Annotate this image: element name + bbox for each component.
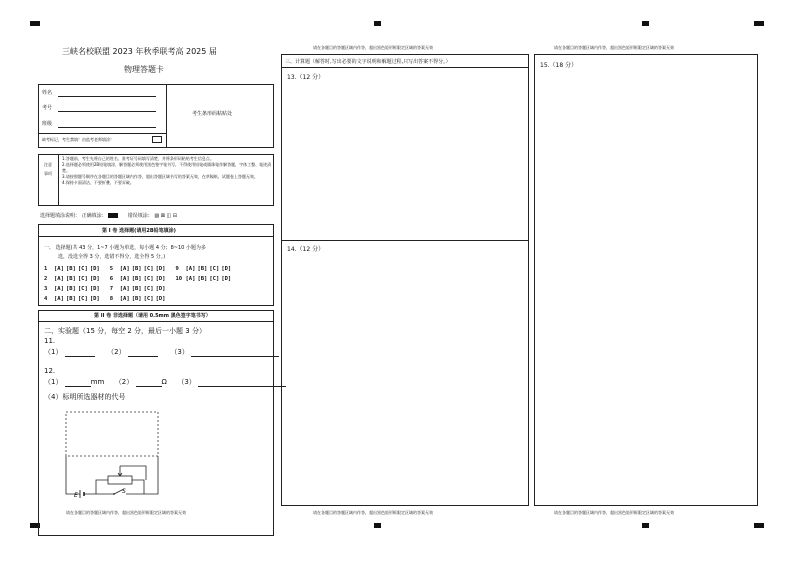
note-item: 4.保持卡面清洁，不要折叠、不要弄破。 <box>62 180 134 185</box>
q11-answer-2[interactable] <box>128 350 158 357</box>
wrong-fill-samples: ▨ ⊠ ◫ ⊟ <box>154 213 177 219</box>
blank-label: （1） <box>44 378 63 386</box>
question-14-answer-area[interactable] <box>287 252 523 502</box>
option-b[interactable]: [B] <box>131 286 142 292</box>
barcode-area: 考生条形码粘贴处 <box>192 111 233 117</box>
option-d[interactable]: [D] <box>155 266 166 272</box>
option-a[interactable]: [A] <box>119 286 130 292</box>
notes-divider <box>58 154 59 206</box>
class-field[interactable] <box>58 127 156 128</box>
question-number: 5 <box>109 266 114 272</box>
option-b[interactable]: [B] <box>197 266 208 272</box>
question-11-label: 11. <box>44 337 56 345</box>
name-field[interactable] <box>58 96 156 97</box>
option-a[interactable]: [A] <box>119 296 130 302</box>
option-b[interactable]: [B] <box>65 286 76 292</box>
info-divider <box>166 84 167 148</box>
option-b[interactable]: [B] <box>65 266 76 272</box>
column-2 <box>281 40 529 520</box>
blank-label: （1） <box>44 348 63 356</box>
choice-instruction-2: 选，没选全得 3 分，选错不得分，选全得 5 分。) <box>58 254 166 260</box>
option-c[interactable]: [C] <box>77 276 88 282</box>
column-3 <box>534 40 758 520</box>
question-12-4-label: （4）标明所选器材的代号 <box>44 393 126 401</box>
option-a[interactable]: [A] <box>54 276 64 282</box>
registration-mark <box>754 21 764 26</box>
question-14-label: 14.（12 分） <box>287 246 325 253</box>
part2-heading-divider <box>38 321 274 322</box>
question-13-label: 13.（12 分） <box>287 74 325 81</box>
option-d[interactable]: [D] <box>89 276 100 282</box>
calc-heading-divider <box>281 67 529 68</box>
option-c[interactable]: [C] <box>143 266 154 272</box>
answer-row <box>44 294 241 304</box>
option-d[interactable]: [D] <box>221 276 232 282</box>
option-b[interactable]: [B] <box>131 266 142 272</box>
warning-header: 请在各题目的答题区域内作答，超出黑色矩形框限定区域的答案无效 <box>554 45 674 50</box>
class-label: 班级 <box>42 121 53 127</box>
correct-fill-sample <box>108 213 118 218</box>
question-number: 4 <box>44 296 48 302</box>
blank-label: （2） <box>114 378 134 386</box>
option-c[interactable]: [C] <box>209 266 220 272</box>
option-c[interactable]: [C] <box>77 286 88 292</box>
option-b[interactable]: [B] <box>197 276 208 282</box>
option-b[interactable]: [B] <box>65 296 76 302</box>
answer-row <box>44 284 241 294</box>
registration-mark <box>642 523 649 528</box>
q11-answer-1[interactable] <box>65 350 95 357</box>
warning-footer: 请在各题目的答题区域内作答，超出黑色矩形框限定区域的答案无效 <box>554 510 674 515</box>
option-a[interactable]: [A] <box>54 266 64 272</box>
option-c[interactable]: [C] <box>143 276 154 282</box>
warning-footer: 请在各题目的答题区域内作答，超出黑色矩形框限定区域的答案无效 <box>66 510 186 515</box>
question-15-label: 15.（18 分） <box>540 62 578 69</box>
option-c[interactable]: [C] <box>77 296 88 302</box>
option-c[interactable]: [C] <box>77 266 88 272</box>
blank-label: （3） <box>177 378 196 386</box>
name-label: 姓名 <box>42 90 53 96</box>
q12-answer-1[interactable] <box>65 380 91 387</box>
sheet-subtitle: 物理答题卡 <box>124 65 164 74</box>
question-number: 7 <box>109 286 114 292</box>
battery-label: E <box>74 492 78 499</box>
note-item: 2.选择题必须使用2B铅笔填涂，解答题必须使用黑色签字笔书写，不得使用铅笔或圆珠笔作解答题，字体工整、笔迹清楚。 <box>62 162 272 173</box>
note-item: 3.请按照题号顺序在各题目的答题区域内作答，超出答题区域书写的答案无效，在草稿纸、试题卷上答题无效。 <box>62 174 258 179</box>
blank-label: （3） <box>170 348 189 356</box>
option-d[interactable]: [D] <box>155 296 166 302</box>
note-item: 1.答题前，考生先将自己的姓名、准考证号码填写清楚，并将条形码粘贴考生信息点。 <box>62 156 214 161</box>
switch-label: S <box>122 488 126 495</box>
option-a[interactable]: [A] <box>54 296 64 302</box>
registration-mark <box>754 523 764 528</box>
warning-footer: 请在各题目的答题区域内作答，超出黑色矩形框限定区域的答案无效 <box>313 510 433 515</box>
choice-instruction-1: 一、 选择题(共 43 分，1~7 小题为单选，每小题 4 分；8~10 小题为多 <box>44 245 206 251</box>
notes-list <box>62 156 272 186</box>
option-b[interactable]: [B] <box>65 276 76 282</box>
option-c[interactable]: [C] <box>209 276 220 282</box>
option-a[interactable]: [A] <box>54 286 64 292</box>
circuit-diagram <box>56 408 166 502</box>
registration-mark <box>642 21 649 26</box>
option-d[interactable]: [D] <box>89 296 100 302</box>
option-b[interactable]: [B] <box>131 296 142 302</box>
exam-number-field[interactable] <box>58 111 156 112</box>
option-a[interactable]: [A] <box>185 276 196 282</box>
registration-mark <box>30 21 40 26</box>
option-d[interactable]: [D] <box>155 276 166 282</box>
question-15-answer-area[interactable] <box>540 70 752 500</box>
q12-answer-2[interactable] <box>136 380 162 387</box>
question-11-blanks <box>44 347 279 357</box>
unit-ohm: Ω <box>161 378 167 386</box>
fill-legend-label: 选择题填涂说明： <box>40 213 81 219</box>
registration-mark <box>374 21 381 26</box>
option-a[interactable]: [A] <box>119 266 130 272</box>
q11-answer-3[interactable] <box>191 350 279 357</box>
absent-divider <box>38 133 166 134</box>
question-13-answer-area[interactable] <box>287 80 523 238</box>
question-12-blanks <box>44 377 286 387</box>
answer-row <box>44 274 241 284</box>
option-c[interactable]: [C] <box>143 296 154 302</box>
question-divider <box>281 240 529 241</box>
option-d[interactable]: [D] <box>89 266 100 272</box>
answer-bubble-grid <box>44 264 241 304</box>
calc-section-heading: 三、计算题（解答时,写出必要的文字说明和解题过程,只写出答案不得分。） <box>285 59 451 65</box>
option-d[interactable]: [D] <box>221 266 232 272</box>
choice-section-heading: 第 I 卷 选择题(请用2B铅笔填涂) <box>102 228 176 234</box>
question-number: 3 <box>44 286 48 292</box>
question-number: 8 <box>109 296 114 302</box>
option-c[interactable]: [C] <box>143 286 154 292</box>
fill-legend <box>40 212 177 219</box>
question-number: 9 <box>175 266 179 272</box>
question-number: 6 <box>109 276 114 282</box>
warning-header: 请在各题目的答题区域内作答，超出黑色矩形框限定区域的答案无效 <box>313 45 433 50</box>
option-d[interactable]: [D] <box>89 286 100 292</box>
option-a[interactable]: [A] <box>119 276 130 282</box>
question-number: 2 <box>44 276 48 282</box>
experiment-section-title: 二、实验题（15 分，每空 2 分，最后一小题 3 分） <box>44 327 206 335</box>
part2-heading: 第 II 卷 非选择题（请用 0.5mm 黑色签字笔书写） <box>94 313 211 319</box>
correct-fill-label: 正确填涂： <box>81 213 107 219</box>
unit-mm: mm <box>90 378 105 386</box>
exam-title: 三峡名校联盟 2023 年秋季联考高 2025 届 <box>62 47 217 56</box>
wrong-fill-label: 错误填涂： <box>127 213 153 219</box>
absent-note: 缺考标记，考生禁填！由监考老师填涂！ <box>42 137 114 142</box>
registration-mark <box>374 523 381 528</box>
blank-label: （2） <box>107 348 126 356</box>
option-b[interactable]: [B] <box>131 276 142 282</box>
q12-answer-3[interactable] <box>198 380 286 387</box>
option-d[interactable]: [D] <box>155 286 166 292</box>
answer-row <box>44 264 241 274</box>
exam-number-label: 考号 <box>42 105 53 111</box>
question-12-label: 12. <box>44 367 56 375</box>
question-number: 1 <box>44 266 48 272</box>
notes-label: 注意事项 <box>44 162 52 176</box>
question-number: 10 <box>175 276 183 282</box>
column-1 <box>36 40 276 520</box>
option-a[interactable]: [A] <box>185 266 196 272</box>
choice-heading-divider <box>38 236 274 237</box>
absent-checkbox[interactable] <box>152 136 162 143</box>
